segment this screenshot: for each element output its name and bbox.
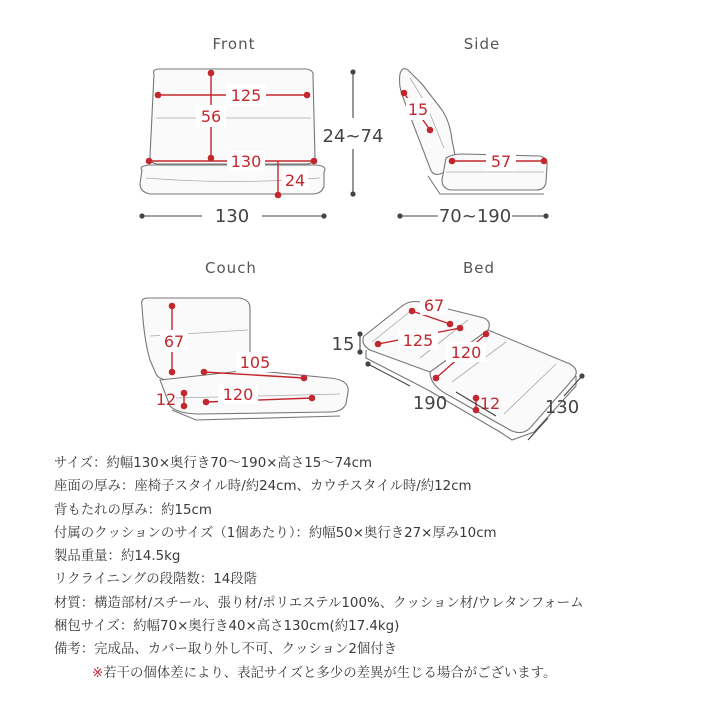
spec-list: [54, 452, 694, 685]
disclaimer-note: [54, 662, 694, 685]
side-dim-70-190: 70~190: [438, 206, 512, 227]
spec-back-thickness: 背もたれの厚み：約15cm: [54, 502, 212, 518]
spec-cushion-size: 付属のクッションのサイズ（1個あたり）：約幅50×奥行き27×厚み10cm: [54, 525, 497, 541]
bed-dim-15: 15: [331, 334, 355, 355]
note-text: 若干の個体差により、表記サイズと多少の差異が生じる場合がございます。: [103, 665, 557, 681]
couch-view: [142, 259, 349, 420]
side-title: Side: [463, 35, 501, 53]
note-mark: ※: [92, 665, 104, 681]
couch-dim-120: 120: [222, 385, 254, 404]
couch-dim-12: 12: [155, 390, 177, 409]
front-dim-130-total: 130: [214, 206, 250, 227]
height-dim-24-74: 24~74: [322, 126, 384, 147]
side-view: [397, 35, 548, 227]
couch-backrest-shape: [142, 298, 250, 380]
bed-dim-120: 120: [450, 343, 482, 362]
spec-package-size: 梱包サイズ：約幅70×奥行き40×高さ130cm(約17.4kg): [54, 619, 400, 635]
bed-dim-67: 67: [423, 296, 445, 315]
spec-weight: 製品重量：約14.5kg: [54, 549, 181, 565]
bed-dim-190: 190: [412, 393, 448, 414]
spec-materials: 材質：構造部材/スチール、張り材/ポリエステル100%、クッション材/ウレタンフォーム: [54, 595, 584, 611]
front-title: Front: [212, 35, 256, 53]
side-dim-57: 57: [490, 152, 512, 171]
bed-dim-125: 125: [402, 331, 434, 350]
spec-reclining-steps: リクライニングの段階数：14段階: [54, 572, 258, 588]
spec-seat-thickness: 座面の厚み：座椅子スタイル時/約24cm、カウチスタイル時/約12cm: [54, 479, 472, 495]
bed-dim-130: 130: [544, 397, 580, 418]
spec-size: サイズ：約幅130×奥行き70〜190×高さ15〜74cm: [54, 456, 373, 471]
bed-dim-12: 12: [479, 394, 501, 413]
bed-view: [332, 259, 585, 440]
side-dim-15: 15: [407, 100, 429, 119]
front-dim-130-cushion: 130: [230, 152, 262, 171]
front-dim-24: 24: [284, 171, 306, 190]
front-backrest-shape: [150, 69, 315, 164]
couch-title: Couch: [205, 259, 257, 277]
couch-dim-105: 105: [239, 353, 271, 372]
front-view: [139, 35, 383, 227]
front-dim-56: 56: [200, 107, 222, 126]
front-dim-125: 125: [230, 86, 262, 105]
couch-dim-67: 67: [163, 332, 185, 351]
spec-remarks: 備考：完成品、カバー取り外し不可、クッション2個付き: [54, 642, 398, 658]
bed-title: Bed: [462, 259, 496, 277]
